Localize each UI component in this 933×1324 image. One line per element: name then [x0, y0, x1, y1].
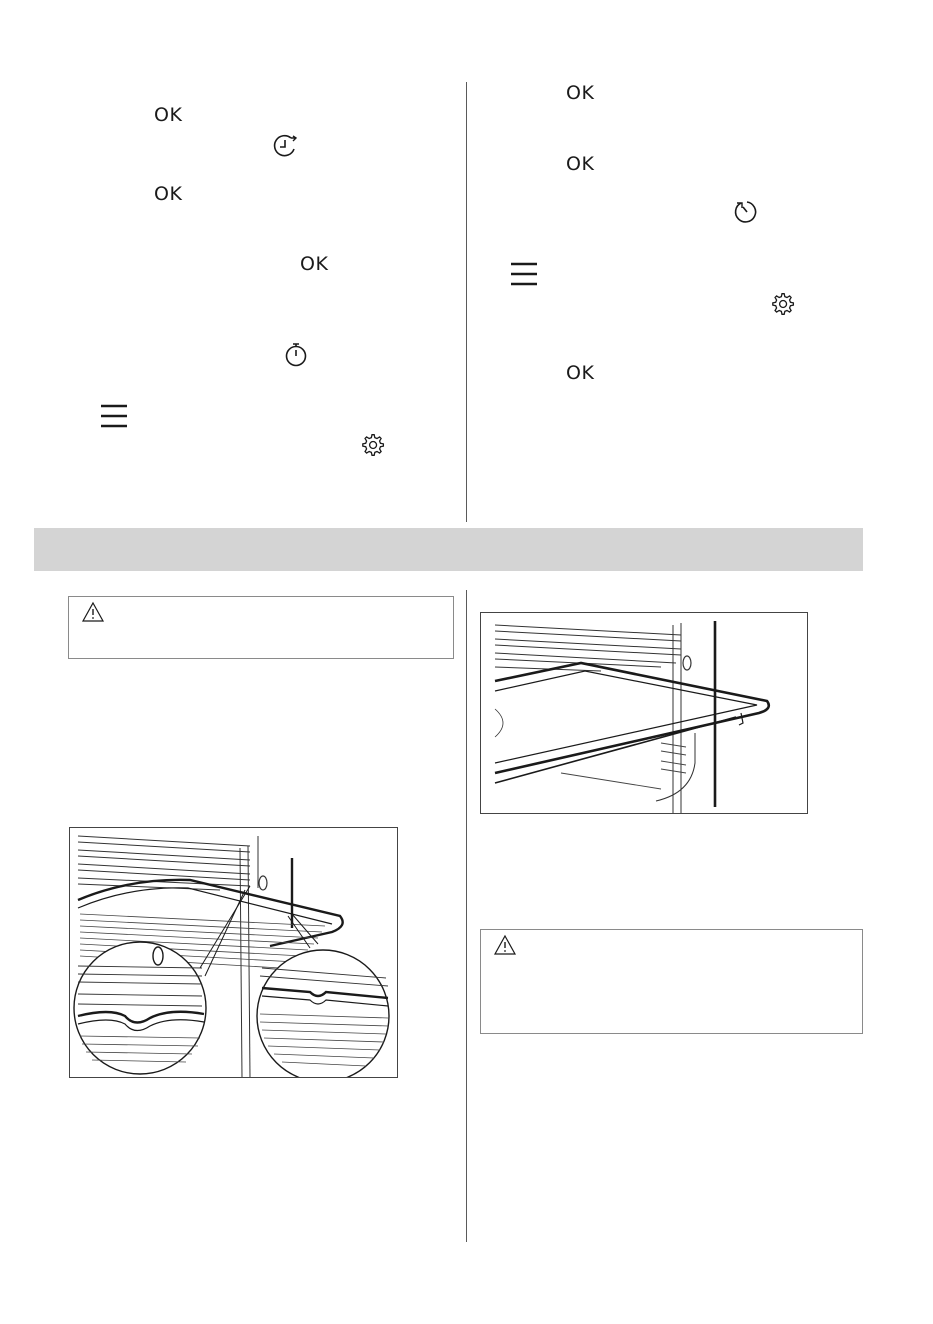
- ok-label-5: OK: [566, 153, 595, 175]
- column-divider-bottom: [466, 590, 467, 1242]
- ok-label-3: OK: [300, 253, 329, 275]
- clock-end-icon: [272, 133, 300, 159]
- settings-gear-icon: [769, 291, 795, 317]
- warning-triangle-icon: [81, 601, 105, 623]
- clock-start-icon: [733, 198, 761, 226]
- ok-label-1: OK: [154, 104, 183, 126]
- ok-label-6: OK: [566, 362, 595, 384]
- oven-shelf-insert-illustration: [480, 612, 808, 814]
- menu-icon: [509, 261, 539, 287]
- settings-gear-icon: [359, 432, 385, 458]
- section-heading-band: [34, 528, 863, 571]
- shelf-runner-detail-illustration: [69, 827, 398, 1078]
- ok-label-4: OK: [566, 82, 595, 104]
- warning-triangle-icon: [493, 934, 517, 956]
- warning-box: [480, 929, 863, 1034]
- column-divider-top: [466, 82, 467, 522]
- timer-icon: [283, 341, 309, 369]
- menu-icon: [99, 403, 129, 429]
- ok-label-2: OK: [154, 183, 183, 205]
- warning-box: [68, 596, 454, 659]
